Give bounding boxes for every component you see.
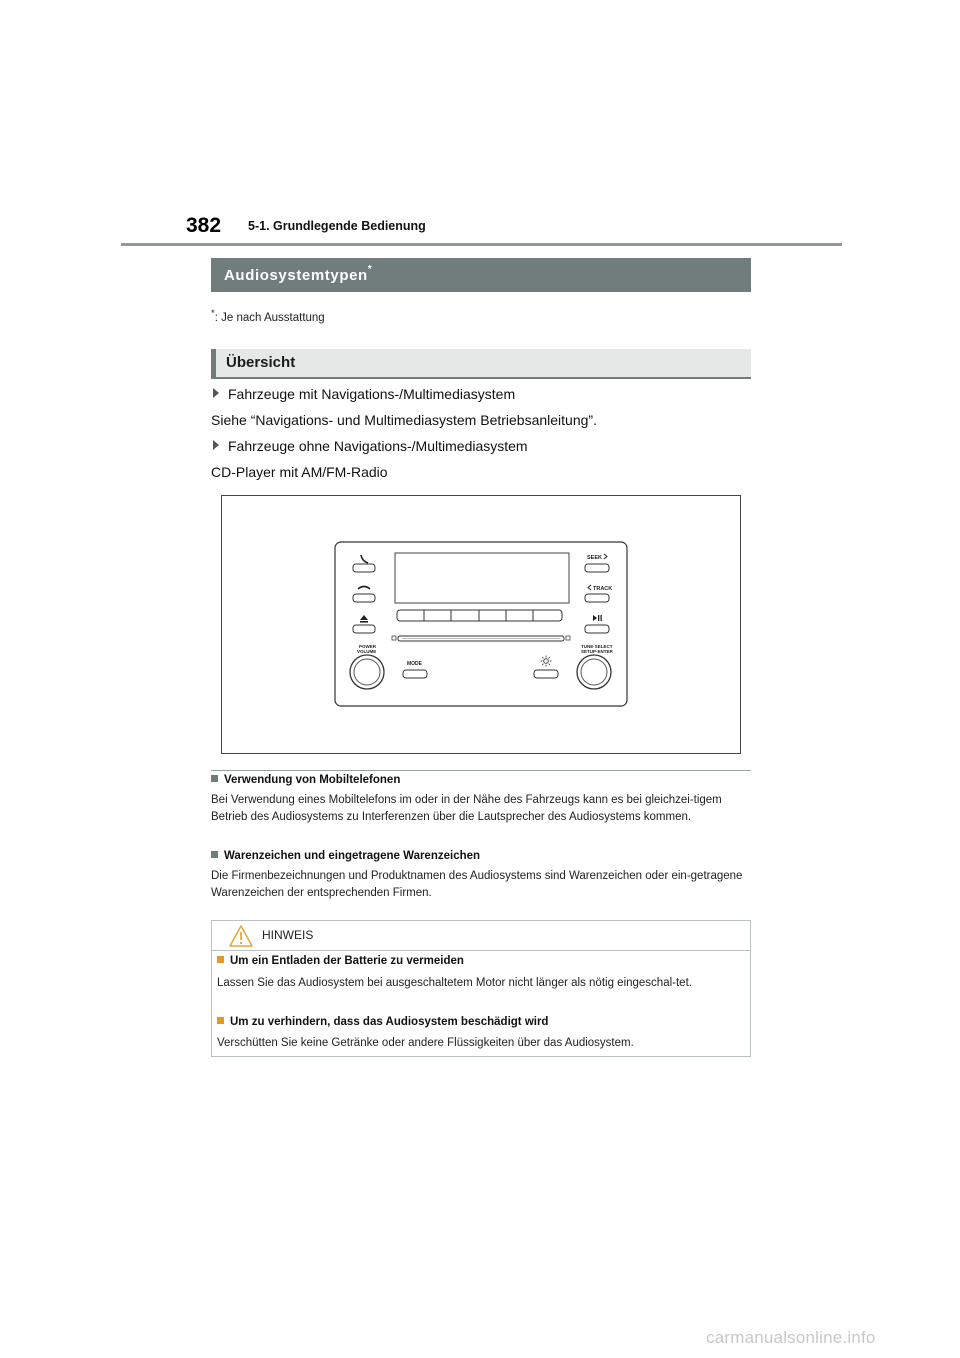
section-heading	[211, 258, 751, 292]
page-number: 382	[186, 214, 222, 237]
mode-label: MODE	[407, 661, 422, 667]
note-heading-trademarks-text: Warenzeichen und eingetragene Warenzeichen	[224, 850, 481, 862]
notes-rule	[211, 770, 751, 771]
square-bullet-icon	[211, 775, 218, 782]
hinweis-heading-battery	[217, 955, 464, 967]
hinweis-box	[211, 920, 751, 1057]
footnote-marker: *	[211, 308, 215, 319]
audio-unit-figure	[221, 495, 741, 754]
section-title: Audiosystemtypen	[224, 267, 368, 284]
subsection-heading: Übersicht	[211, 349, 751, 379]
play-pause-button	[585, 625, 609, 633]
tune-select-knob	[577, 655, 611, 689]
paragraph-cd-player: CD-Player mit AM/FM-Radio	[211, 464, 388, 480]
section-marker: *	[367, 264, 373, 275]
display	[395, 553, 569, 603]
note-heading-trademarks	[211, 850, 480, 862]
power-volume-knob	[350, 655, 384, 689]
hinweis-title: HINWEIS	[262, 928, 314, 942]
square-bullet-icon	[217, 956, 224, 963]
slot-indicator-left	[392, 636, 396, 640]
hangup-button	[353, 594, 375, 602]
setup-enter-label: SETUP·ENTER	[581, 649, 613, 654]
hinweis-heading-damage-text: Um zu verhindern, dass das Audiosystem beschädigt wird	[230, 1016, 549, 1028]
hinweis-heading-battery-text: Um ein Entladen der Batterie zu vermeiden	[230, 955, 464, 967]
bullet-with-nav	[213, 386, 515, 402]
square-bullet-icon	[211, 851, 218, 858]
tune-select-label: TUNE·SELECT	[581, 644, 613, 649]
note-body-mobile: Bei Verwendung eines Mobiltelefons im oder in der Nähe des Fahrzeugs kann es bei gleichzei-tigem Betrieb des Audiosystems zu Interferenzen über die Lautsprecher des Audiosystems kommen.	[211, 794, 722, 823]
chapter-title: 5-1. Grundlegende Bedienung	[248, 219, 426, 233]
header-rule	[121, 243, 842, 246]
eject-button	[353, 625, 375, 633]
hinweis-heading-damage	[217, 1016, 548, 1028]
track-label: TRACK	[593, 586, 613, 592]
audio-unit-illustration	[222, 496, 740, 753]
bullet-with-nav-text: Fahrzeuge mit Navigations-/Multimediasystem	[228, 386, 516, 402]
volume-label: VOLUME	[357, 649, 377, 654]
watermark: carmanualsonline.info	[706, 1328, 876, 1347]
bullet-without-nav	[213, 438, 528, 454]
seek-label: SEEK	[587, 555, 602, 561]
square-bullet-icon	[217, 1017, 224, 1024]
arrow-bullet-icon	[213, 388, 219, 398]
bullet-without-nav-text: Fahrzeuge ohne Navigations-/Multimediasystem	[228, 438, 528, 454]
note-heading-mobile-text: Verwendung von Mobiltelefonen	[224, 774, 401, 786]
hinweis-body-battery: Lassen Sie das Audiosystem bei ausgeschaltetem Motor nicht länger als nötig eingeschal-tet.	[217, 977, 692, 989]
mode-button	[403, 670, 427, 678]
footnote	[211, 308, 325, 324]
paragraph-see-manual: Siehe “Navigations- und Multimediasystem Betriebsanleitung”.	[211, 412, 597, 428]
phone-button	[353, 564, 375, 572]
hinweis-body-damage: Verschütten Sie keine Getränke oder andere Flüssigkeiten über das Audiosystem.	[217, 1037, 634, 1049]
track-button	[585, 594, 609, 602]
arrow-bullet-icon	[213, 440, 219, 450]
warning-triangle-icon	[229, 925, 253, 947]
power-label: POWER	[359, 644, 377, 649]
hinweis-header	[212, 921, 750, 951]
seek-button	[585, 564, 609, 572]
note-heading-mobile	[211, 774, 400, 786]
slot-indicator-right	[566, 636, 570, 640]
footnote-text: : Je nach Ausstattung	[214, 311, 325, 324]
note-body-trademarks: Die Firmenbezeichnungen und Produktnamen des Audiosystems sind Warenzeichen oder ein-getragene Warenzeichen der entsprechenden Firmen.	[211, 870, 743, 899]
brightness-button	[534, 670, 558, 678]
